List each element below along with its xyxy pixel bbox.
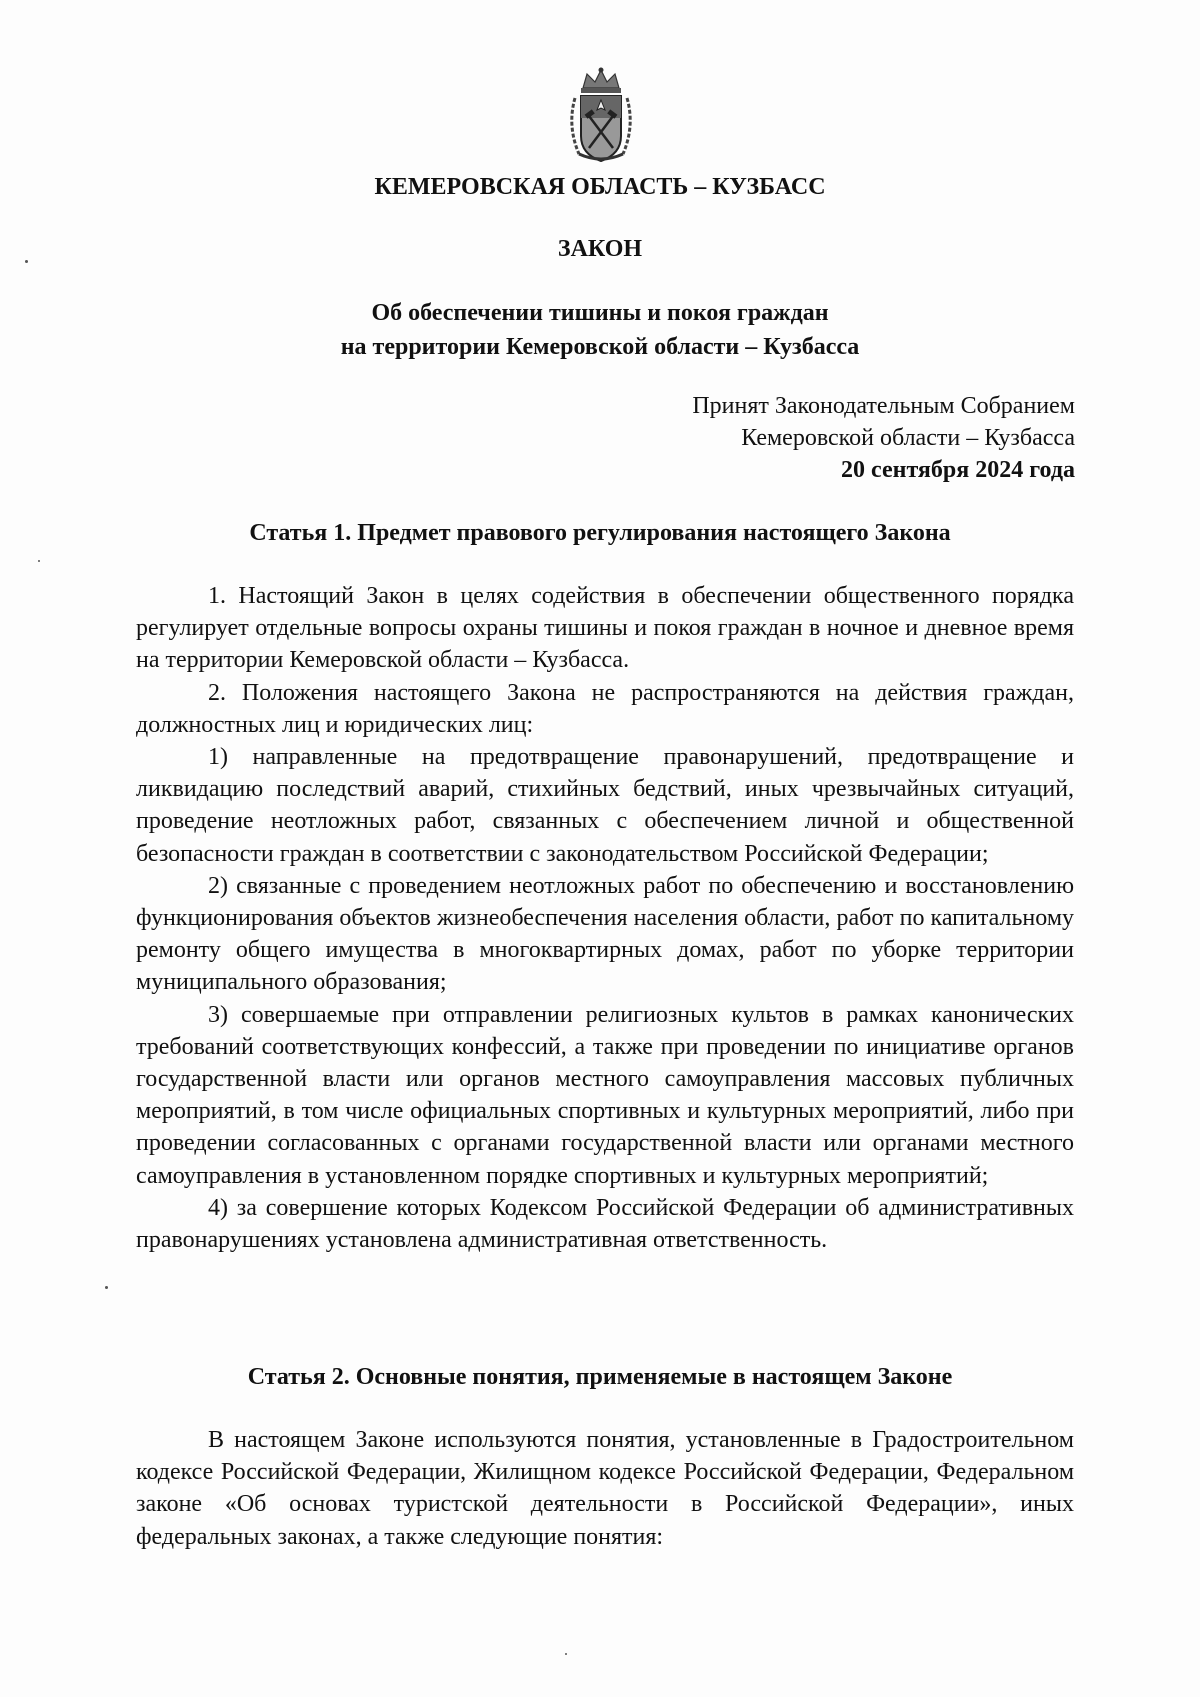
article-1-paragraph: 1. Настоящий Закон в целях содействия в обеспечении общественного порядка регулирует отдельные вопросы охраны тишины и покоя граждан в ночное и дневное время на территории Кемеровской области – Кузбасса. — [136, 583, 1074, 674]
law-title — [0, 296, 1200, 364]
article-1-paragraph: 1) направленные на предотвращение правонарушений, предотвращение и ликвидацию последствий аварий, стихийных бедствий, иных чрезвычайных ситуаций, проведение неотложных работ, связанных с обеспечением личной и общественной безопасности граждан в соответствии с законодательством Российской Федерации; — [136, 744, 1074, 867]
article-1-paragraph: 3) совершаемые при отправлении религиозных культов в рамках канонических требований соответствующих конфессий, а также при проведении по инициативе органов государственной власти или органов местного самоуправления массовых публичных мероприятий, в том числе официальных спортивных и культурных мероприятий, либо при проведении согласованных с органами государственной власти или органами местного самоуправления в установленном порядке спортивных и культурных мероприятий; — [136, 1001, 1074, 1189]
article-2-paragraph: В настоящем Законе используются понятия, установленные в Градостроительном кодексе Российской Федерации, Жилищном кодексе Российской Федерации, Федеральном законе «Об основах туристской деятельности в Российской Федерации», иных федеральных законах, а также следующие понятия: — [136, 1427, 1074, 1550]
scan-speck — [38, 560, 40, 562]
article-1-heading: Статья 1. Предмет правового регулирования настоящего Закона — [249, 520, 951, 546]
scan-speck — [25, 260, 28, 263]
article-1-paragraph: 2. Положения настоящего Закона не распространяются на действия граждан, должностных лиц и юридических лиц: — [136, 679, 1074, 738]
adoption-block — [692, 390, 1075, 486]
adoption-date: 20 сентября 2024 года — [841, 457, 1075, 483]
document-type: ЗАКОН — [557, 236, 643, 262]
article-1-paragraph: 4) за совершение которых Кодексом Российской Федерации об административных правонарушениях установлена административная ответственность. — [136, 1194, 1074, 1254]
kuzbass-coat-of-arms-icon — [565, 66, 637, 166]
region-name: КЕМЕРОВСКАЯ ОБЛАСТЬ – КУЗБАСС — [374, 174, 826, 200]
scan-speck — [565, 1653, 567, 1655]
article-1-paragraph: 2) связанные с проведением неотложных работ по обеспечению и восстановлению функционирования объектов жизнеобеспечения населения области, работ по капитальному ремонту общего имущества в многоквартирных домах, работ по уборке территории муниципального образования; — [136, 872, 1074, 996]
law-title-line-1: Об обеспечении тишины и покоя граждан — [371, 300, 829, 326]
article-2-body — [136, 1424, 1074, 1553]
scan-speck — [105, 1286, 108, 1289]
law-title-line-2: на территории Кемеровской области – Кузбасса — [340, 334, 860, 360]
adoption-line-2: Кемеровской области – Кузбасса — [741, 425, 1075, 451]
article-2-heading: Статья 2. Основные понятия, применяемые в настоящем Законе — [247, 1364, 953, 1390]
article-1-body — [136, 580, 1074, 1256]
adoption-line-1: Принят Законодательным Собранием — [692, 393, 1075, 419]
